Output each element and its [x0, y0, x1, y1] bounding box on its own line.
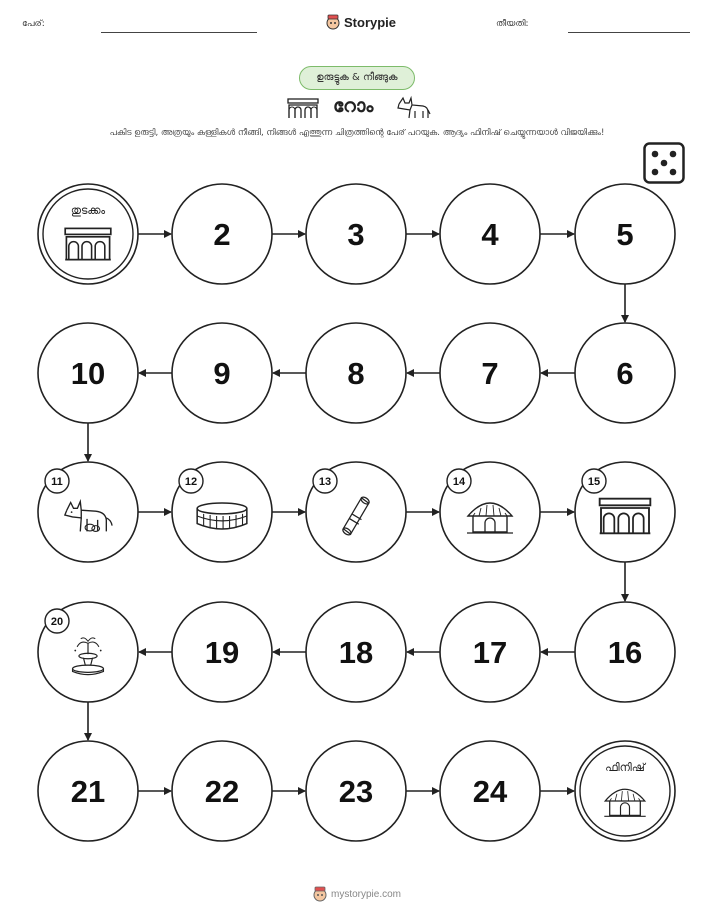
activity-title: റോം	[333, 95, 374, 117]
name-label: പേര്:	[22, 19, 45, 29]
cell-number: 13	[318, 476, 332, 488]
board-cell-14[interactable]	[440, 462, 540, 562]
cell-number: 4	[481, 217, 499, 252]
footer-site: mystorypie.com	[330, 888, 401, 900]
date-label: തീയതി:	[496, 19, 529, 29]
board-cell-3[interactable]	[306, 184, 406, 284]
board-cell-25[interactable]	[575, 741, 675, 841]
board-cell-20[interactable]	[38, 602, 138, 702]
cell-circle	[575, 741, 675, 841]
cell-number: 5	[616, 217, 634, 252]
cell-number: 7	[481, 356, 499, 391]
cell-number: 20	[50, 616, 64, 628]
instructions: പകിട ഉരുട്ടി, അത്രയും കള്ളികൾ നീങ്ങി, നിങ്ങൾ എത്തുന്ന ചിത്രത്തിന്റെ പേര് പറയുക. ആദ്യം ഫിനിഷ് ചെയ്യുന്നയാൾ വിജയിക്കും!	[109, 128, 605, 138]
board-cell-7[interactable]	[440, 323, 540, 423]
cell-number: 3	[347, 217, 365, 252]
cell-number: 2	[213, 217, 231, 252]
board-cell-22[interactable]	[172, 741, 272, 841]
cell-number: 18	[338, 635, 374, 670]
board-cell-5[interactable]	[575, 184, 675, 284]
board-cell-24[interactable]	[440, 741, 540, 841]
cell-number: 22	[204, 774, 240, 809]
board-cell-9[interactable]	[172, 323, 272, 423]
brand-name: Storypie	[344, 14, 397, 30]
board-cell-8[interactable]	[306, 323, 406, 423]
board-cell-6[interactable]	[575, 323, 675, 423]
board-cell-12[interactable]	[172, 462, 272, 562]
board-cell-10[interactable]	[38, 323, 138, 423]
cell-number: 6	[616, 356, 634, 391]
cell-number: 24	[472, 774, 508, 809]
board-cell-18[interactable]	[306, 602, 406, 702]
cell-number: 14	[452, 476, 466, 488]
board-cell-21[interactable]	[38, 741, 138, 841]
activity-badge: ഉരുട്ടുക & നീങ്ങുക	[299, 66, 415, 90]
board-cell-2[interactable]	[172, 184, 272, 284]
cell-number: 9	[213, 356, 231, 391]
cell-number: 16	[607, 635, 643, 670]
cell-number: 12	[184, 476, 198, 488]
board-cell-15[interactable]	[575, 462, 675, 562]
board-cell-19[interactable]	[172, 602, 272, 702]
board-cell-16[interactable]	[575, 602, 675, 702]
board-cell-17[interactable]	[440, 602, 540, 702]
board-cell-11[interactable]	[38, 462, 138, 562]
cell-number: 8	[347, 356, 365, 391]
board-cell-23[interactable]	[306, 741, 406, 841]
cell-number: 17	[472, 635, 508, 670]
start-label: തുടക്കം	[70, 204, 106, 217]
cell-number: 19	[204, 635, 240, 670]
cell-number: 10	[70, 356, 106, 391]
board-cell-13[interactable]	[306, 462, 406, 562]
cell-number: 21	[70, 774, 106, 809]
board-cell-4[interactable]	[440, 184, 540, 284]
cell-number: 11	[51, 476, 63, 488]
finish-label: ഫിനിഷ്	[605, 761, 645, 774]
footer	[0, 886, 714, 902]
board-cell-1[interactable]	[38, 184, 138, 284]
cell-number: 23	[338, 774, 374, 809]
footer-mascot-icon	[313, 886, 327, 902]
cell-number: 15	[587, 476, 601, 488]
